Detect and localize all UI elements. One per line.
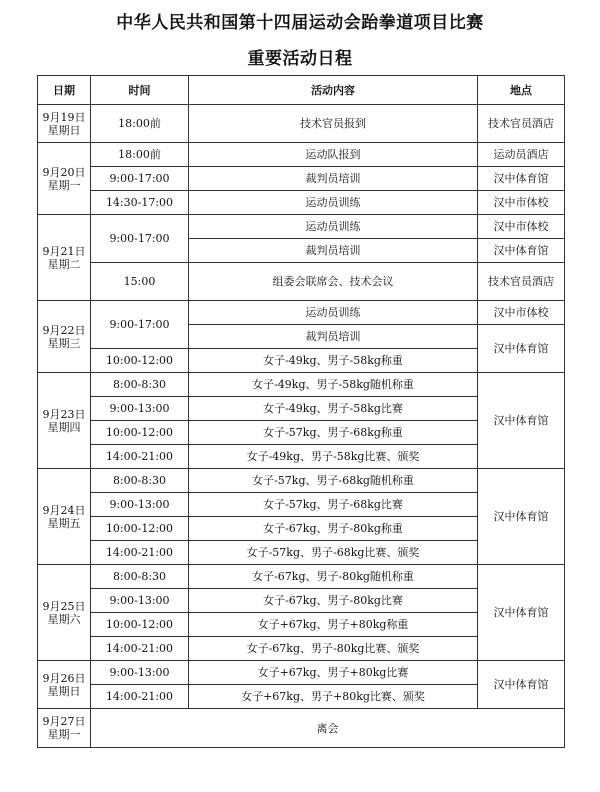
weekday-text: 星期四 [47, 420, 81, 434]
weekday-text: 星期一 [47, 728, 81, 741]
time-cell: 8:00-8:30 [91, 469, 189, 493]
header-location: 地点 [478, 76, 565, 105]
location-cell: 汉中市体校 [478, 301, 565, 325]
date-text: 9月19日 [42, 110, 86, 124]
activity-cell: 女子-49kg、男子-58kg称重 [189, 349, 478, 373]
time-cell: 9:00-13:00 [91, 589, 189, 613]
date-cell [38, 301, 91, 373]
location-cell: 技术官员酒店 [478, 263, 565, 301]
date-cell [38, 565, 91, 661]
table-row [38, 143, 565, 167]
weekday-text: 星期日 [47, 684, 81, 698]
table-row [38, 709, 565, 748]
activity-cell: 运动员训练 [189, 191, 478, 215]
activity-cell: 运动员训练 [189, 301, 478, 325]
activity-cell: 女子+67kg、男子+80kg比赛、颁奖 [189, 685, 478, 709]
time-cell: 9:00-13:00 [91, 397, 189, 421]
date-text: 9月21日 [42, 244, 86, 258]
activity-cell: 女子-49kg、男子-58kg随机称重 [189, 373, 478, 397]
table-row [38, 105, 565, 143]
location-cell: 运动员酒店 [478, 143, 565, 167]
time-cell: 18:00前 [91, 143, 189, 167]
table-row [38, 263, 565, 301]
activity-cell: 女子-67kg、男子-80kg随机称重 [189, 565, 478, 589]
date-text: 9月24日 [42, 503, 86, 517]
weekday-text: 星期日 [47, 123, 81, 137]
header-time: 时间 [91, 76, 189, 105]
activity-cell: 女子-49kg、男子-58kg比赛、颁奖 [189, 445, 478, 469]
location-cell: 汉中体育馆 [478, 373, 565, 469]
time-cell: 14:00-21:00 [91, 685, 189, 709]
location-cell: 汉中市体校 [478, 191, 565, 215]
date-cell [38, 373, 91, 469]
table-row [38, 373, 565, 397]
time-cell: 10:00-12:00 [91, 349, 189, 373]
activity-cell: 裁判员培训 [189, 239, 478, 263]
activity-cell: 运动员训练 [189, 215, 478, 239]
time-cell: 14:00-21:00 [91, 541, 189, 565]
location-cell: 汉中体育馆 [478, 325, 565, 373]
date-cell [38, 215, 91, 301]
activity-cell: 女子-57kg、男子-68kg称重 [189, 421, 478, 445]
activity-cell: 女子-49kg、男子-58kg比赛 [189, 397, 478, 421]
weekday-text: 星期一 [47, 178, 81, 192]
weekday-text: 星期二 [47, 257, 81, 271]
time-cell: 9:00-17:00 [91, 167, 189, 191]
date-cell [38, 105, 91, 143]
location-cell: 汉中体育馆 [478, 565, 565, 661]
activity-cell: 裁判员培训 [189, 167, 478, 191]
header-date: 日期 [38, 76, 91, 105]
time-cell: 18:00前 [91, 105, 189, 143]
activity-cell: 女子-67kg、男子-80kg比赛、颁奖 [189, 637, 478, 661]
activity-cell: 技术官员报到 [189, 105, 478, 143]
time-cell: 8:00-8:30 [91, 373, 189, 397]
time-cell: 9:00-17:00 [91, 215, 189, 263]
time-cell: 10:00-12:00 [91, 421, 189, 445]
weekday-text: 星期五 [47, 516, 81, 530]
activity-cell: 组委会联席会、技术会议 [189, 263, 478, 301]
activity-cell: 女子-67kg、男子-80kg称重 [189, 517, 478, 541]
date-text: 9月27日 [42, 715, 86, 728]
activity-cell: 女子-57kg、男子-68kg比赛 [189, 493, 478, 517]
location-cell: 技术官员酒店 [478, 105, 565, 143]
table-row [38, 565, 565, 589]
table-row [38, 167, 565, 191]
weekday-text: 星期六 [47, 612, 81, 626]
time-cell: 10:00-12:00 [91, 613, 189, 637]
time-cell: 9:00-13:00 [91, 661, 189, 685]
date-text: 9月26日 [42, 671, 86, 685]
table-row [38, 301, 565, 325]
activity-cell: 女子-67kg、男子-80kg比赛 [189, 589, 478, 613]
table-row [38, 191, 565, 215]
location-cell: 汉中体育馆 [478, 239, 565, 263]
time-cell: 9:00-17:00 [91, 301, 189, 349]
date-cell [38, 469, 91, 565]
document-title: 中华人民共和国第十四届运动会跆拳道项目比赛 [116, 13, 484, 33]
header-activity: 活动内容 [189, 76, 478, 105]
date-cell [38, 143, 91, 215]
activity-cell: 女子-57kg、男子-68kg随机称重 [189, 469, 478, 493]
time-cell: 15:00 [91, 263, 189, 301]
date-text: 9月25日 [42, 599, 86, 613]
location-cell: 汉中体育馆 [478, 469, 565, 565]
header-row [38, 76, 565, 105]
date-cell [38, 661, 91, 709]
time-cell: 14:30-17:00 [91, 191, 189, 215]
activity-cell: 离会 [91, 709, 565, 748]
date-cell [38, 709, 91, 748]
time-cell: 14:00-21:00 [91, 637, 189, 661]
schedule-table [37, 75, 565, 748]
activity-cell: 女子-57kg、男子-68kg比赛、颁奖 [189, 541, 478, 565]
date-text: 9月22日 [42, 323, 86, 337]
time-cell: 14:00-21:00 [91, 445, 189, 469]
date-text: 9月23日 [42, 407, 86, 421]
activity-cell: 女子+67kg、男子+80kg称重 [189, 613, 478, 637]
table-row [38, 215, 565, 239]
activity-cell: 运动队报到 [189, 143, 478, 167]
location-cell: 汉中体育馆 [478, 661, 565, 709]
time-cell: 9:00-13:00 [91, 493, 189, 517]
weekday-text: 星期三 [47, 336, 81, 350]
activity-cell: 裁判员培训 [189, 325, 478, 349]
table-row [38, 469, 565, 493]
date-text: 9月20日 [42, 165, 86, 179]
time-cell: 10:00-12:00 [91, 517, 189, 541]
location-cell: 汉中体育馆 [478, 167, 565, 191]
table-row [38, 661, 565, 685]
location-cell: 汉中市体校 [478, 215, 565, 239]
activity-cell: 女子+67kg、男子+80kg比赛 [189, 661, 478, 685]
time-cell: 8:00-8:30 [91, 565, 189, 589]
document-subtitle: 重要活动日程 [247, 49, 353, 69]
